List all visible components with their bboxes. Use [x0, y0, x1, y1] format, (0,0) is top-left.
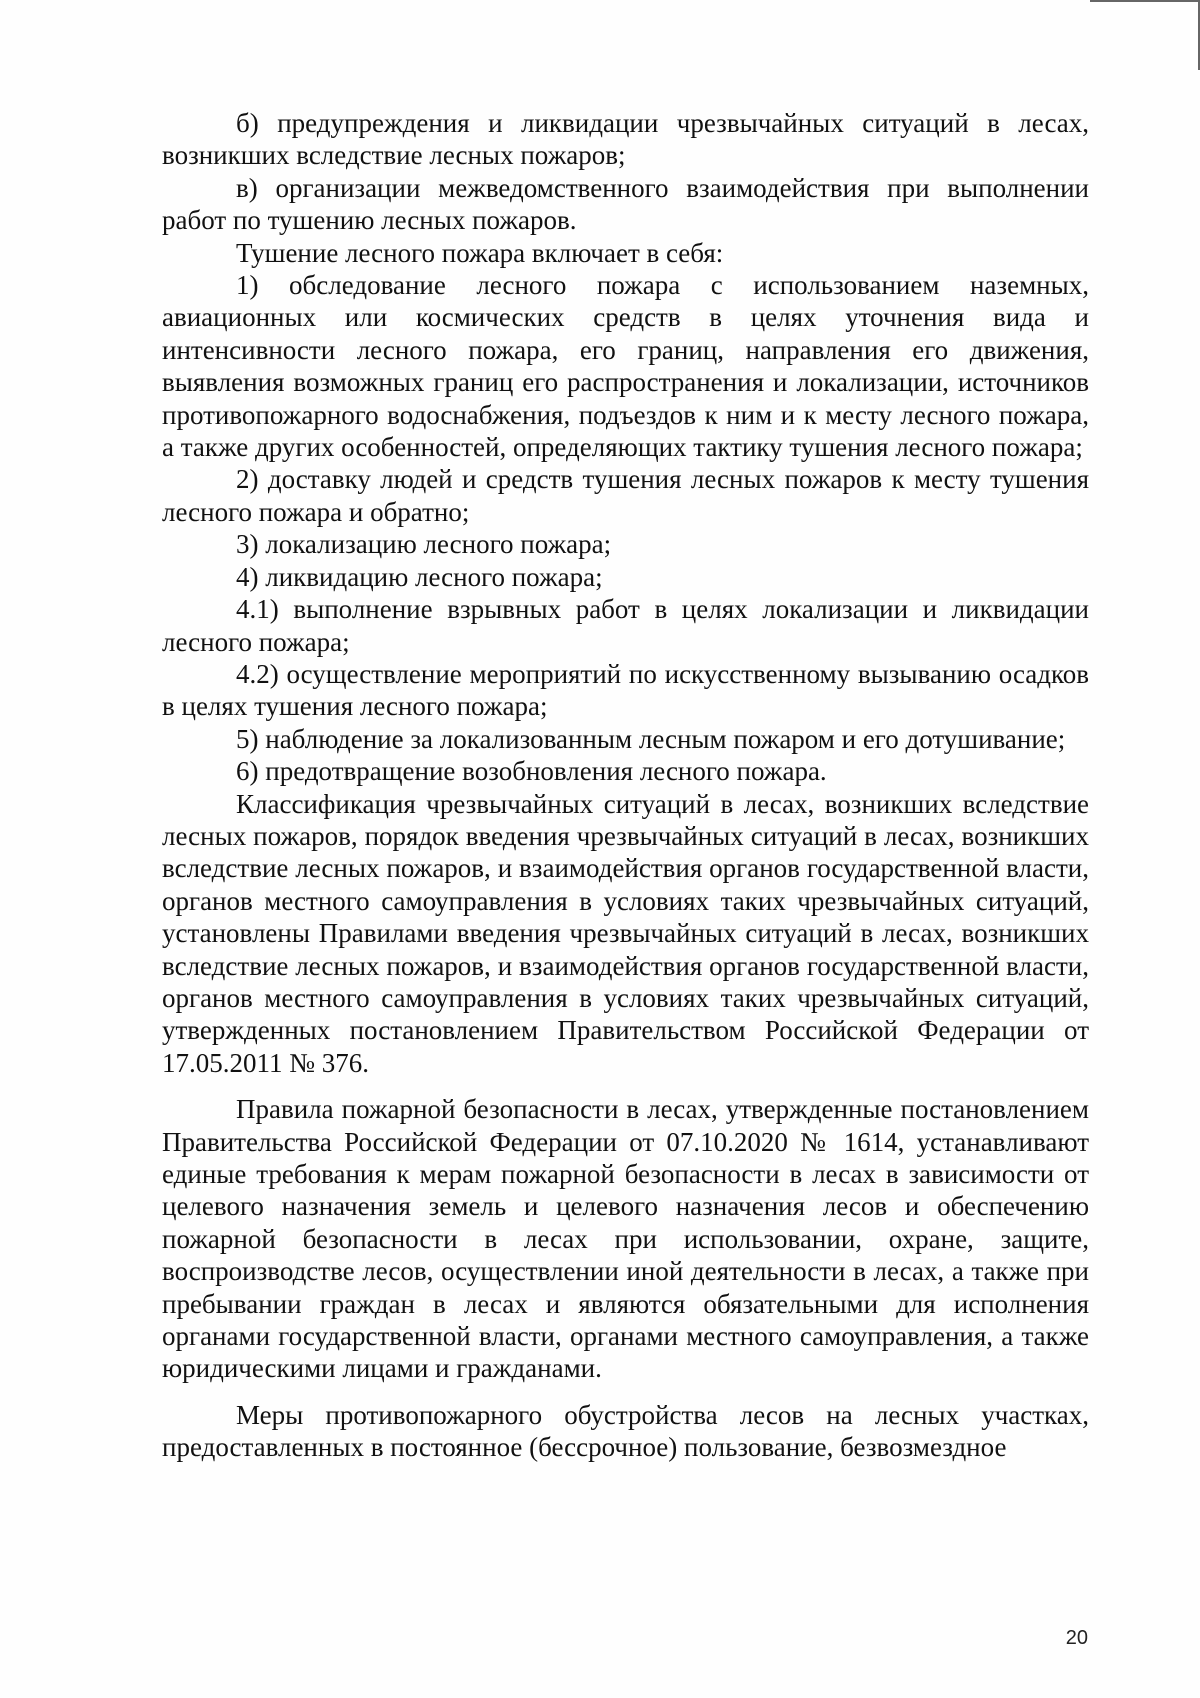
paragraph-item-b: б) предупреждения и ликвидации чрезвычайных ситуаций в лесах, возникших вследствие лесных пожаров; [162, 108, 1089, 171]
paragraph-list-item-5: 5) наблюдение за локализованным лесным пожаром и его дотушивание; [236, 723, 1066, 754]
paragraph-fire-prevention-measures: Меры противопожарного обустройства лесов на лесных участках, предоставленных в постоянное (бессрочное) пользование, безвозмездное [162, 1399, 1089, 1463]
paragraph-item-v: в) организации межведомственного взаимодействия при выполнении работ по тушению лесных пожаров. [162, 172, 1089, 236]
paragraph-list-item-4-1: 4.1) выполнение взрывных работ в целях локализации и ликвидации лесного пожара; [162, 594, 1089, 657]
paragraph-list-item-6: 6) предотвращение возобновления лесного пожара. [236, 756, 827, 787]
paragraph-classification: Классификация чрезвычайных ситуаций в лесах, возникших вследствие лесных пожаров, порядок введения чрезвычайных ситуаций в лесах, возникших вследствие лесных пожаров, и взаимодействия органов государственной власти, органов местного самоуправления в условиях таких чрезвычайных ситуаций, установлены Правилами введения чрезвычайных ситуаций в лесах, возникших вследствие лесных пожаров, и взаимодействия органов государственной власти, органов местного самоуправления в условиях таких чрезвычайных ситуаций, утвержденных постановлением Правительством Российской Федерации от 17.05.2011 № 376. [162, 788, 1089, 1078]
paragraph-fire-safety-rules: Правила пожарной безопасности в лесах, утвержденные постановлением Правительства Российской Федерации от 07.10.2020 № 1614, устанавливают единые требования к мерам пожарной безопасности в лесах в зависимости от целевого назначения земель и целевого назначения лесов и обеспечению пожарной безопасности в лесах при использовании, охране, защите, воспроизводстве лесов, осуществлении иной деятельности в лесах, а также при пребывании граждан в лесах и являются обязательными для исполнения органами государственной власти, органами местного самоуправления, а также юридическими лицами и гражданами. [162, 1094, 1089, 1384]
paragraph-list-item-3: 3) локализацию лесного пожара; [236, 529, 612, 560]
page-number: 20 [1065, 1627, 1088, 1649]
document-body [162, 107, 1089, 1464]
paragraph-list-item-1: 1) обследование лесного пожара с использованием наземных, авиационных или космических средств в целях уточнения вида и интенсивности лесного пожара, его границ, направления его движения, выявления возможных границ его распространения и локализации, источников противопожарного водоснабжения, подъездов к ним и к месту лесного пожара, а также других особенностей, определяющих тактику тушения лесного пожара; [162, 270, 1089, 463]
paragraph-list-item-2: 2) доставку людей и средств тушения лесных пожаров к месту тушения лесного пожара и обратно; [162, 464, 1089, 527]
scan-edge-line [1090, 0, 1200, 2]
paragraph-list-item-4-2: 4.2) осуществление мероприятий по искусственному вызыванию осадков в целях тушения лесного пожара; [162, 658, 1089, 722]
paragraph-fire-suppression-intro: Тушение лесного пожара включает в себя: [236, 237, 724, 268]
paragraph-list-item-4: 4) ликвидацию лесного пожара; [236, 561, 603, 592]
